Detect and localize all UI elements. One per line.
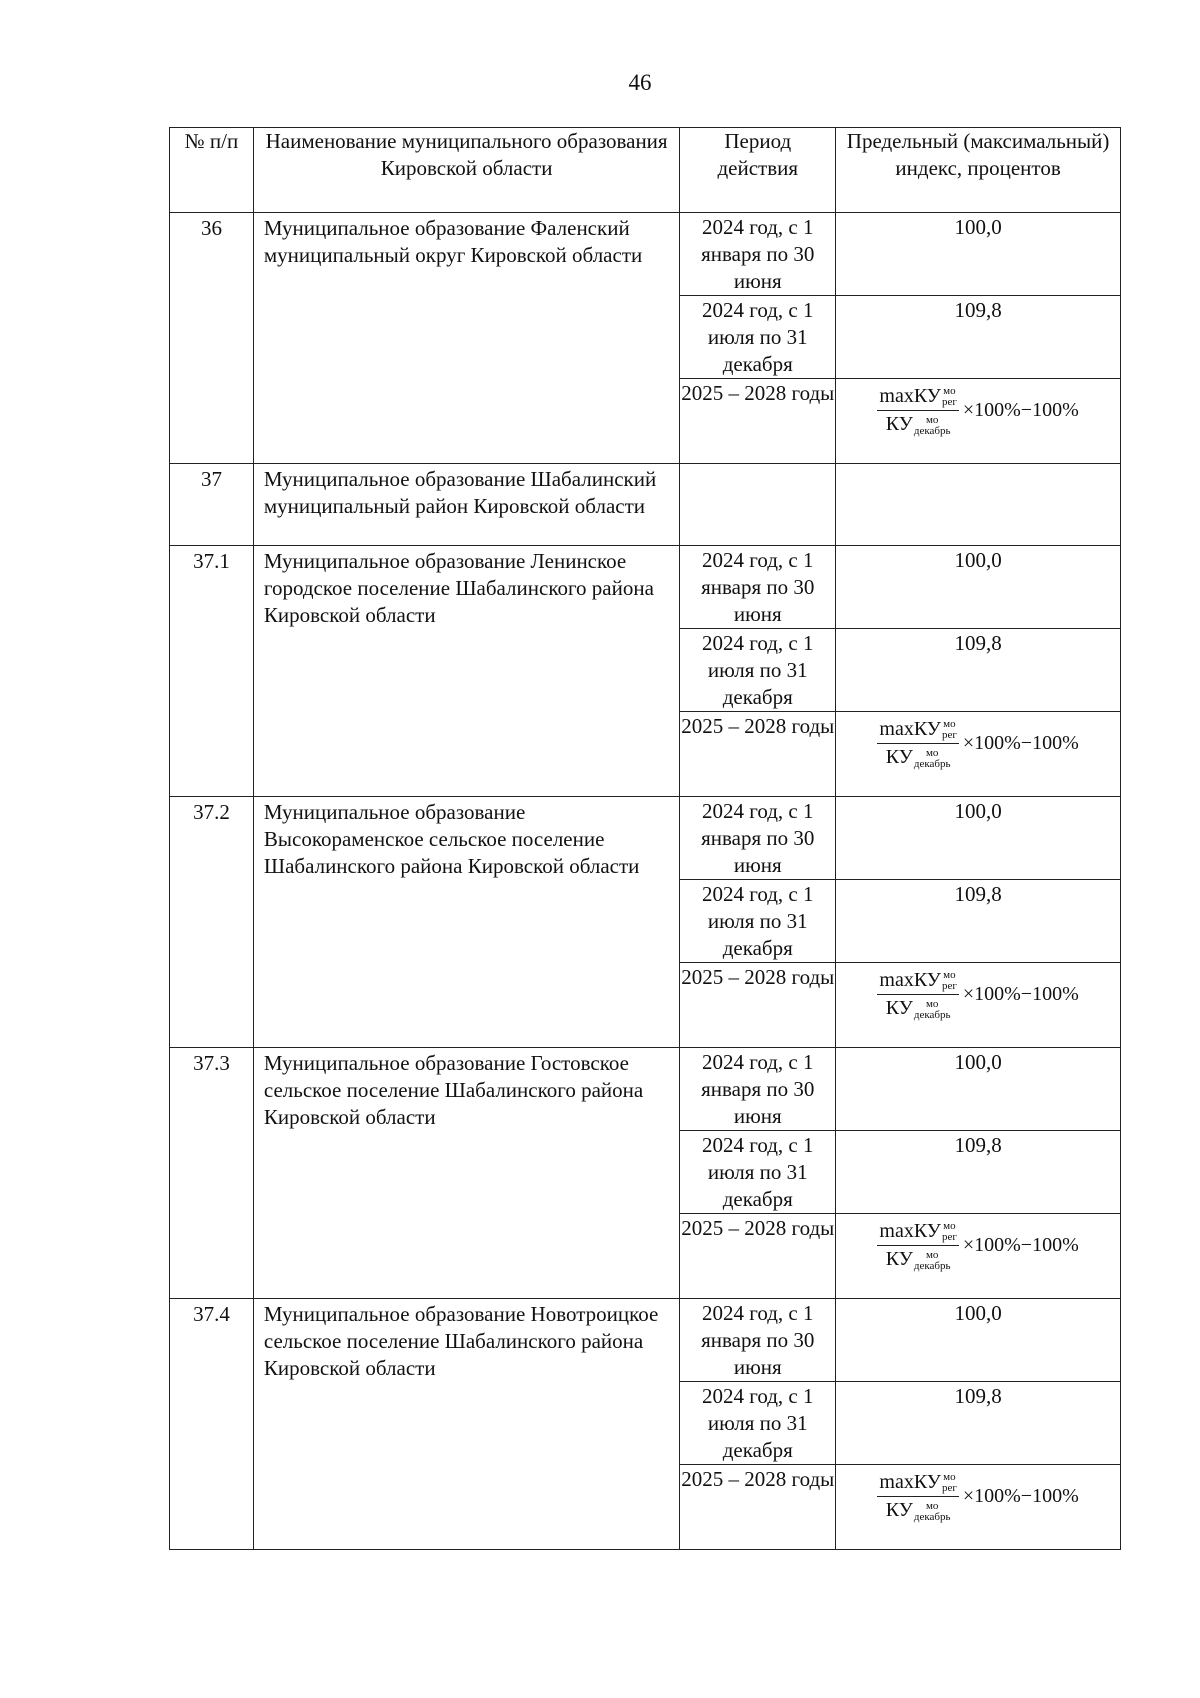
- municipality-name: Муниципальное образование Ленинское городское поселение Шабалинского района Кировской области: [253, 546, 679, 797]
- index-cell: 109,8: [836, 1382, 1121, 1465]
- formula-tail: ×100%−100%: [962, 1484, 1079, 1507]
- period-cell: 2025 – 2028 годы: [680, 712, 836, 797]
- formula-denominator: [886, 1246, 951, 1271]
- header-name: Наименование муниципального образования Кировской области: [253, 128, 679, 213]
- formula-numerator-sup: мо: [943, 718, 956, 731]
- table-body: [170, 213, 1121, 1550]
- formula-numerator: [877, 717, 958, 744]
- row-number: 37.1: [170, 546, 254, 797]
- formula-denominator-sup: мо: [925, 1499, 939, 1512]
- index-cell: 100,0: [836, 1048, 1121, 1131]
- index-cell: 109,8: [836, 629, 1121, 712]
- period-cell: 2025 – 2028 годы: [680, 1214, 836, 1299]
- index-cell: 109,8: [836, 1131, 1121, 1214]
- formula-numerator-sub: рег: [941, 729, 957, 742]
- period-cell: [680, 464, 836, 546]
- municipality-name: Муниципальное образование Гостовское сельское поселение Шабалинского района Кировской области: [253, 1048, 679, 1299]
- formula-denominator-text: КУ: [885, 746, 913, 769]
- index-formula: [836, 1466, 1120, 1523]
- formula-denominator: [886, 1497, 951, 1522]
- table-header-row: [170, 128, 1121, 213]
- index-cell: [836, 464, 1121, 546]
- index-cell: 109,8: [836, 880, 1121, 963]
- municipality-name: Муниципальное образование Новотроицкое сельское поселение Шабалинского района Кировской области: [253, 1299, 679, 1550]
- row-number: 37.4: [170, 1299, 254, 1550]
- formula-numerator-sup: мо: [943, 969, 956, 982]
- index-cell: 100,0: [836, 546, 1121, 629]
- formula-numerator-sup: мо: [943, 1471, 956, 1484]
- formula-fraction: [877, 384, 958, 437]
- municipality-name: Муниципальное образование Шабалинский муниципальный район Кировской области: [253, 464, 679, 546]
- row-number: 37: [170, 464, 254, 546]
- formula-tail: ×100%−100%: [962, 982, 1079, 1005]
- index-formula: [836, 380, 1120, 437]
- formula-fraction: [877, 968, 958, 1021]
- period-cell: 2024 год, с 1 января по 30 июня: [680, 213, 836, 296]
- formula-numerator-text: maxКУ: [879, 385, 941, 407]
- formula-denominator: [886, 744, 951, 769]
- formula-numerator: [877, 1219, 958, 1246]
- formula-numerator-sup: мо: [943, 1220, 956, 1233]
- table-row: [170, 464, 1121, 546]
- header-index: Предельный (максимальный) индекс, процентов: [836, 128, 1121, 213]
- index-formula-cell: [836, 1465, 1121, 1550]
- row-number: 36: [170, 213, 254, 464]
- period-cell: 2025 – 2028 годы: [680, 1465, 836, 1550]
- formula-denominator: [886, 995, 951, 1020]
- formula-denominator-text: КУ: [885, 1248, 913, 1271]
- index-formula-cell: [836, 712, 1121, 797]
- period-cell: 2024 год, с 1 июля по 31 декабря: [680, 296, 836, 379]
- formula-numerator-sub: рег: [941, 980, 957, 993]
- period-cell: 2024 год, с 1 июля по 31 декабря: [680, 1131, 836, 1214]
- formula-denominator-sub: декабрь: [913, 424, 951, 437]
- table-row: [170, 213, 1121, 296]
- formula-numerator-text: maxКУ: [879, 718, 941, 740]
- header-num: № п/п: [170, 128, 254, 213]
- index-formula: [836, 713, 1120, 770]
- table-row: [170, 1299, 1121, 1382]
- index-cell: 100,0: [836, 213, 1121, 296]
- index-cell: 100,0: [836, 1299, 1121, 1382]
- municipality-name: Муниципальное образование Высокораменское сельское поселение Шабалинского района Кировской области: [253, 797, 679, 1048]
- period-cell: 2024 год, с 1 января по 30 июня: [680, 546, 836, 629]
- formula-denominator-text: КУ: [885, 413, 913, 436]
- formula-numerator-sub: рег: [941, 396, 957, 409]
- index-cell: 109,8: [836, 296, 1121, 379]
- period-cell: 2025 – 2028 годы: [680, 379, 836, 464]
- formula-denominator-text: КУ: [885, 997, 913, 1020]
- formula-denominator-sup: мо: [925, 746, 939, 759]
- formula-denominator-sup: мо: [925, 1248, 939, 1261]
- formula-fraction: [877, 1219, 958, 1272]
- period-cell: 2024 год, с 1 января по 30 июня: [680, 1048, 836, 1131]
- formula-numerator-sub: рег: [941, 1231, 957, 1244]
- formula-tail: ×100%−100%: [962, 731, 1079, 754]
- index-formula-cell: [836, 963, 1121, 1048]
- formula-numerator: [877, 384, 958, 411]
- formula-denominator-sub: декабрь: [913, 1510, 951, 1523]
- formula-denominator: [886, 411, 951, 436]
- formula-numerator-sub: рег: [941, 1482, 957, 1495]
- index-formula-cell: [836, 1214, 1121, 1299]
- index-cell: 100,0: [836, 797, 1121, 880]
- formula-numerator: [877, 1470, 958, 1497]
- period-cell: 2024 год, с 1 июля по 31 декабря: [680, 880, 836, 963]
- period-cell: 2025 – 2028 годы: [680, 963, 836, 1048]
- row-number: 37.2: [170, 797, 254, 1048]
- formula-fraction: [877, 717, 958, 770]
- table-row: [170, 1048, 1121, 1131]
- header-period: Период действия: [680, 128, 836, 213]
- formula-numerator-text: maxКУ: [879, 969, 941, 991]
- formula-tail: ×100%−100%: [962, 398, 1079, 421]
- page-number: 46: [628, 70, 652, 95]
- period-cell: 2024 год, с 1 января по 30 июня: [680, 797, 836, 880]
- formula-denominator-sub: декабрь: [913, 1008, 951, 1021]
- formula-fraction: [877, 1470, 958, 1523]
- table-row: [170, 546, 1121, 629]
- municipality-name: Муниципальное образование Фаленский муниципальный округ Кировской области: [253, 213, 679, 464]
- formula-numerator-sup: мо: [943, 385, 956, 398]
- index-formula-cell: [836, 379, 1121, 464]
- formula-denominator-sub: декабрь: [913, 1259, 951, 1272]
- period-cell: 2024 год, с 1 июля по 31 декабря: [680, 1382, 836, 1465]
- formula-tail: ×100%−100%: [962, 1233, 1079, 1256]
- row-number: 37.3: [170, 1048, 254, 1299]
- formula-denominator-text: КУ: [885, 1499, 913, 1522]
- period-cell: 2024 год, с 1 января по 30 июня: [680, 1299, 836, 1382]
- formula-numerator-text: maxКУ: [879, 1220, 941, 1242]
- index-table: [169, 127, 1121, 1550]
- table-row: [170, 797, 1121, 880]
- formula-numerator-text: maxКУ: [879, 1471, 941, 1493]
- formula-denominator-sup: мо: [925, 413, 939, 426]
- index-formula: [836, 1215, 1120, 1272]
- period-cell: 2024 год, с 1 июля по 31 декабря: [680, 629, 836, 712]
- formula-numerator: [877, 968, 958, 995]
- formula-denominator-sub: декабрь: [913, 757, 951, 770]
- formula-denominator-sup: мо: [925, 997, 939, 1010]
- index-formula: [836, 964, 1120, 1021]
